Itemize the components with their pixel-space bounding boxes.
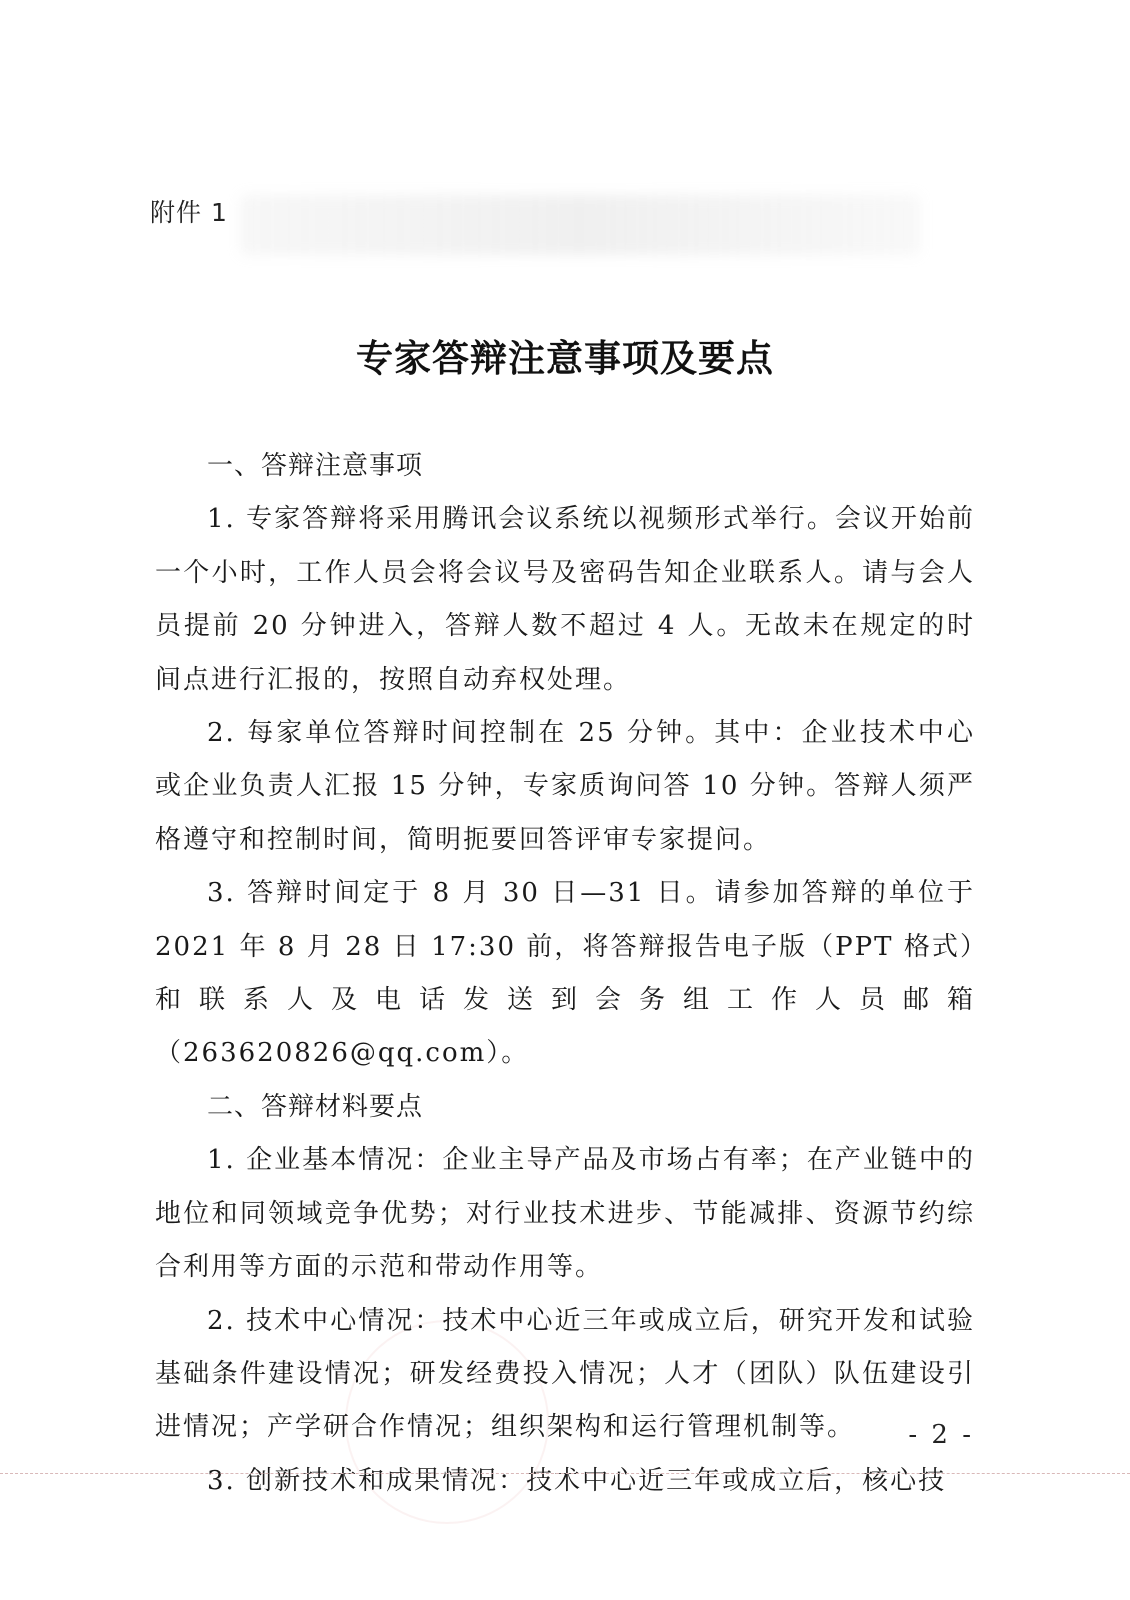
attachment-label: 附件 1 bbox=[150, 198, 228, 227]
document-body bbox=[155, 440, 975, 1508]
footer-divider bbox=[0, 1473, 1130, 1474]
notes-paragraph-2: 2. 每家单位答辩时间控制在 25 分钟。其中：企业技术中心或企业负责人汇报 15 分钟，专家质询问答 10 分钟。答辩人须严格遵守和控制时间，简明扼要回答评审专家提问。 bbox=[155, 718, 975, 855]
notes-paragraph-3: 3. 答辩时间定于 8 月 30 日—31 日。请参加答辩的单位于 2021 年 8 月 28 日 17:30 前，将答辩报告电子版（PPT 格式）和联系人及电话发送到会务组工作人员邮箱（263620826@qq.com）。 bbox=[155, 878, 975, 1069]
document-title: 专家答辩注意事项及要点 bbox=[356, 336, 774, 380]
section-heading-notes: 一、答辩注意事项 bbox=[207, 451, 424, 481]
materials-paragraph-3: 3. 创新技术和成果情况：技术中心近三年或成立后，核心技 bbox=[207, 1465, 947, 1496]
notes-paragraph-1: 1. 专家答辩将采用腾讯会议系统以视频形式举行。会议开始前一个小时，工作人员会将会议号及密码告知企业联系人。请与会人员提前 20 分钟进入，答辩人数不超过 4 人。无故未在规定的时间点进行汇报的，按照自动弃权处理。 bbox=[155, 504, 975, 695]
materials-paragraph-1: 1. 企业基本情况：企业主导产品及市场占有率；在产业链中的地位和同领域竞争优势；对行业技术进步、节能减排、资源节约综合利用等方面的示范和带动作用等。 bbox=[155, 1145, 975, 1283]
section-heading-materials: 二、答辩材料要点 bbox=[207, 1091, 424, 1122]
materials-paragraph-2: 2. 技术中心情况：技术中心近三年或成立后，研究开发和试验基础条件建设情况；研发经费投入情况；人才（团队）队伍建设引进情况；产学研合作情况；组织架构和运行管理机制等。 bbox=[155, 1305, 975, 1443]
page-number: - 2 - bbox=[908, 1420, 974, 1450]
bleed-through-shadow bbox=[240, 195, 920, 255]
